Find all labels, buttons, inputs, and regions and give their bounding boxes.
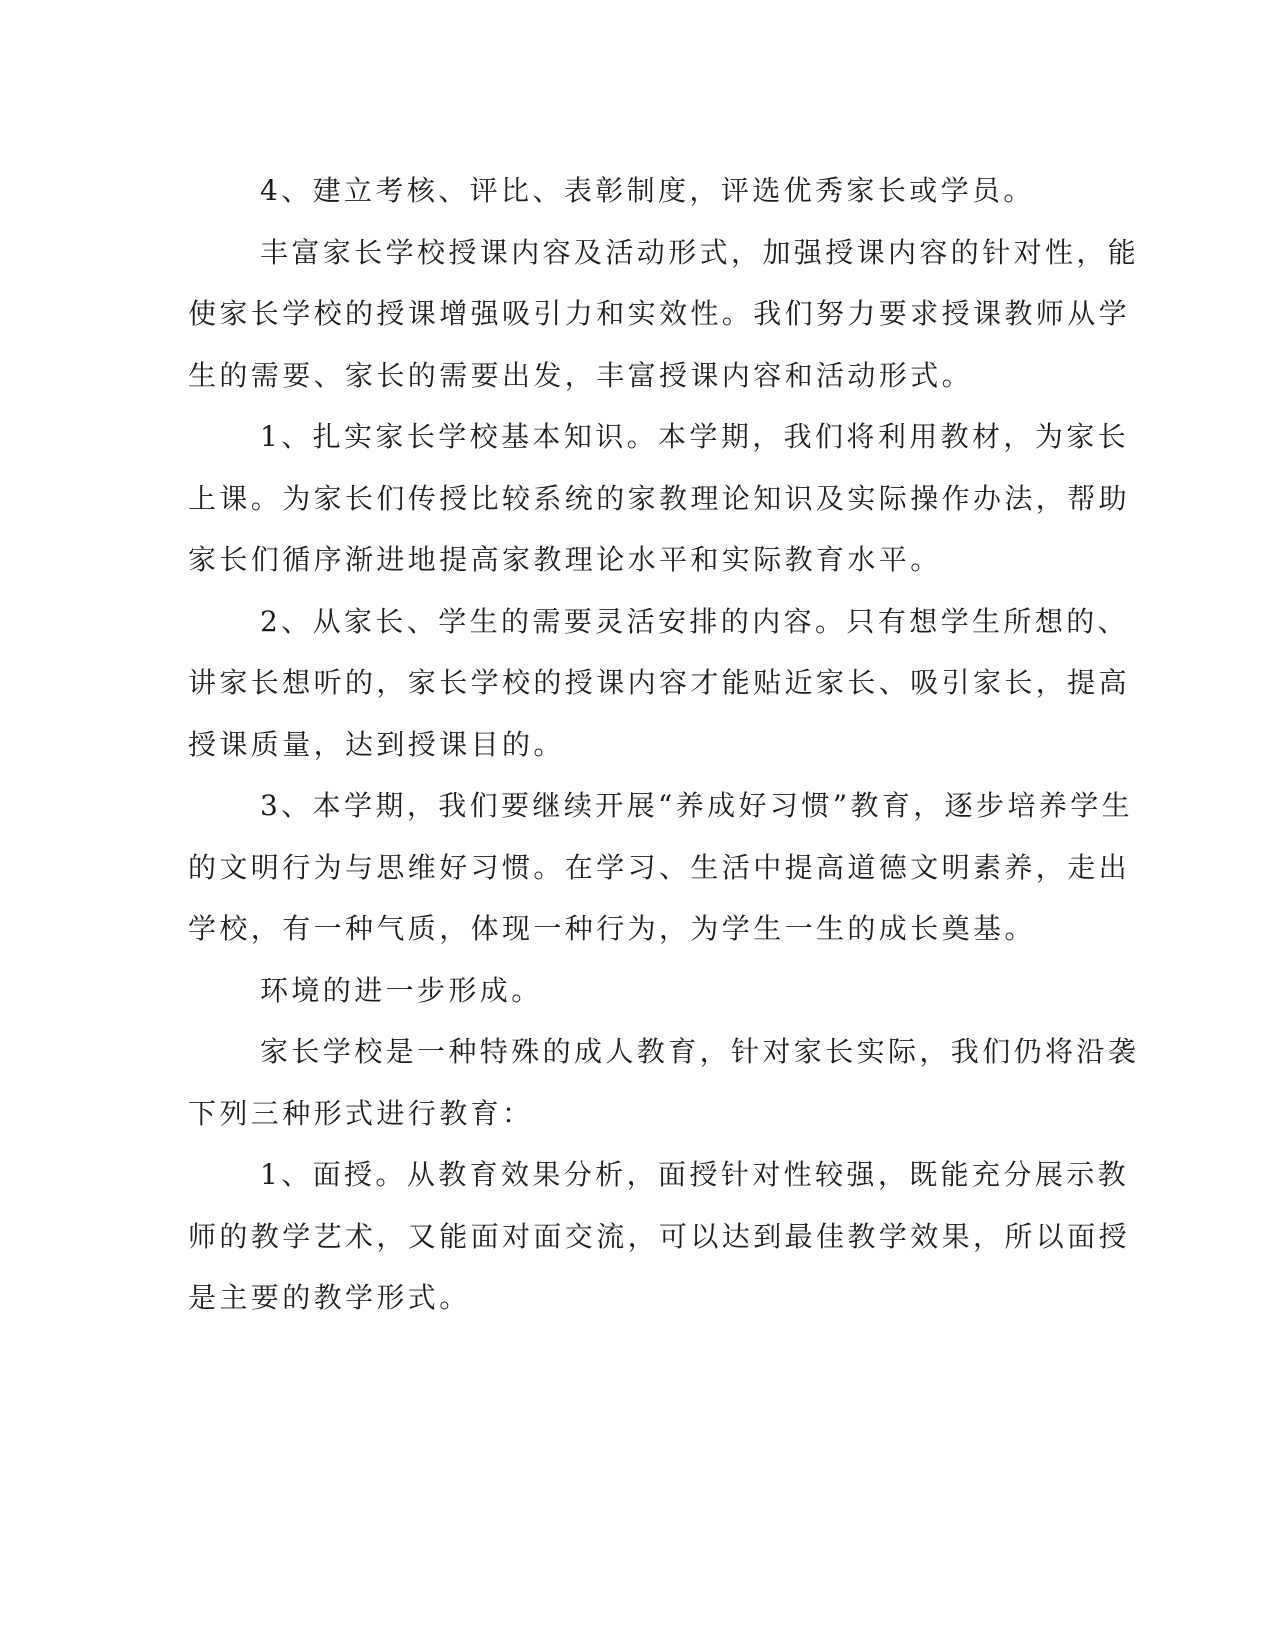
document-body (188, 160, 1140, 1329)
text-line: 下列三种形式进行教育： (188, 1096, 534, 1130)
text-line: 家长学校是一种特殊的成人教育，针对家长实际，我们仍将沿袭 (260, 1035, 1140, 1068)
text-line: 生的需要、家长的需要出发，丰富授课内容和活动形式。 (188, 358, 974, 392)
text-line: 使家长学校的授课增强吸引力和实效性。我们努力要求授课教师从学 (188, 297, 1131, 330)
text-line: 师的教学艺术，又能面对面交流，可以达到最佳教学效果，所以面授 (188, 1219, 1131, 1253)
text-line: 3、本学期，我们要继续开展“养成好习惯”教育，逐步培养学生 (260, 789, 1134, 822)
text-line: 2、从家长、学生的需要灵活安排的内容。只有想学生所想的、 (260, 604, 1130, 638)
text-line: 的文明行为与思维好习惯。在学习、生活中提高道德文明素养，走出 (188, 850, 1131, 884)
text-line: 4、建立考核、评比、表彰制度，评选优秀家长或学员。 (260, 174, 1035, 207)
text-line: 学校，有一种气质，体现一种行为，为学生一生的成长奠基。 (188, 912, 1036, 945)
text-line: 1、面授。从教育效果分析，面授针对性较强，既能充分展示教 (260, 1158, 1130, 1191)
text-line: 丰富家长学校授课内容及活动形式，加强授课内容的针对性，能 (260, 235, 1140, 269)
text-line: 1、扎实家长学校基本知识。本学期，我们将利用教材，为家长 (260, 420, 1130, 453)
text-line: 讲家长想听的，家长学校的授课内容才能贴近家长、吸引家长，提高 (188, 666, 1131, 699)
text-line: 是主要的教学形式。 (188, 1281, 471, 1314)
text-line: 家长们循序渐进地提高家教理论水平和实际教育水平。 (188, 543, 942, 576)
text-line: 授课质量，达到授课目的。 (188, 727, 565, 761)
text-line: 环境的进一步形成。 (260, 973, 543, 1007)
text-line: 上课。为家长们传授比较系统的家教理论知识及实际操作办法，帮助 (188, 481, 1131, 515)
